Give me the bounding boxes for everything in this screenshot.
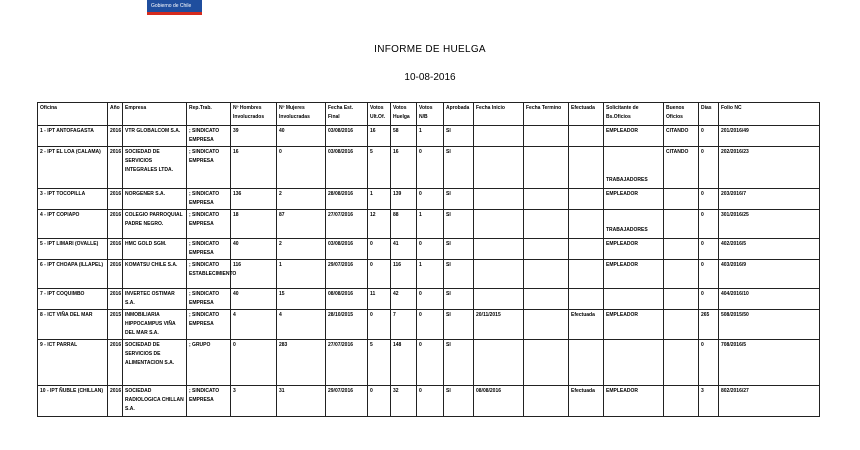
table-cell <box>474 239 524 260</box>
table-cell: ; SINDICATO EMPRESA <box>187 386 231 417</box>
table-cell <box>569 126 604 147</box>
table-cell: SI <box>444 189 474 210</box>
table-cell: EMPLEADOR <box>604 239 664 260</box>
table-cell: 2016 <box>108 126 123 147</box>
table-cell: ; SINDICATO EMPRESA <box>187 126 231 147</box>
table-cell: CITANDO <box>664 126 699 147</box>
table-cell: 7 <box>391 310 417 340</box>
table-cell: 5 - IPT LIMARI (OVALLE) <box>38 239 108 260</box>
table-cell: 08/08/2016 <box>326 289 368 310</box>
table-cell: 29/07/2016 <box>326 386 368 417</box>
table-cell: 16 <box>231 147 277 189</box>
table-row <box>38 340 820 386</box>
table-cell: 301/2016/25 <box>719 210 820 239</box>
column-header: Empresa <box>123 103 187 126</box>
table-cell: 2016 <box>108 147 123 189</box>
table-cell: CITANDO <box>664 147 699 189</box>
table-cell: EMPLEADOR <box>604 260 664 289</box>
table-cell: 116 <box>231 260 277 289</box>
table-cell: SI <box>444 147 474 189</box>
table-cell: SI <box>444 126 474 147</box>
table-cell <box>474 289 524 310</box>
table-cell <box>474 260 524 289</box>
column-header: Año <box>108 103 123 126</box>
table-cell: 42 <box>391 289 417 310</box>
table-cell: 40 <box>277 126 326 147</box>
table-cell: ; GRUPO <box>187 340 231 386</box>
table-cell <box>569 189 604 210</box>
table-cell: 2 <box>277 239 326 260</box>
table-cell: 0 <box>417 310 444 340</box>
table-cell <box>569 260 604 289</box>
table-cell <box>664 289 699 310</box>
table-cell: 29/07/2016 <box>326 260 368 289</box>
table-cell: 15 <box>277 289 326 310</box>
table-cell <box>604 289 664 310</box>
table-cell: 0 <box>699 147 719 189</box>
table-cell: 2016 <box>108 340 123 386</box>
table-cell <box>474 189 524 210</box>
table-cell: 2016 <box>108 386 123 417</box>
table-cell: 28/08/2016 <box>326 189 368 210</box>
table-cell: 4 <box>277 310 326 340</box>
table-cell: 87 <box>277 210 326 239</box>
table-cell: 28/10/2015 <box>326 310 368 340</box>
table-row <box>38 386 820 417</box>
table-row <box>38 260 820 289</box>
table-cell: 03/08/2016 <box>326 126 368 147</box>
table-cell: 16 <box>368 126 391 147</box>
table-cell: 0 <box>699 289 719 310</box>
table-row <box>38 126 820 147</box>
table-cell: 2 <box>277 189 326 210</box>
table-header-row <box>38 103 820 126</box>
table-cell <box>474 340 524 386</box>
table-cell: NORGENER S.A. <box>123 189 187 210</box>
table-cell <box>664 260 699 289</box>
table-cell: 16 <box>391 147 417 189</box>
table-cell: SI <box>444 340 474 386</box>
table-cell <box>664 210 699 239</box>
table-cell: 0 <box>699 340 719 386</box>
table-cell: 2016 <box>108 289 123 310</box>
table-cell: 136 <box>231 189 277 210</box>
table-cell: SOCIEDAD DE SERVICIOS INTEGRALES LTDA. <box>123 147 187 189</box>
table-cell <box>664 189 699 210</box>
strike-report-table <box>37 102 820 417</box>
table-cell <box>524 210 569 239</box>
table-cell: TRABAJADORES <box>604 147 664 189</box>
table-cell <box>474 147 524 189</box>
table-cell: 32 <box>391 386 417 417</box>
table-cell: 5 <box>368 147 391 189</box>
table-cell: 40 <box>231 239 277 260</box>
table-cell <box>524 340 569 386</box>
table-cell: EMPLEADOR <box>604 126 664 147</box>
table-cell: 0 <box>368 260 391 289</box>
table-cell: 9 - ICT PARRAL <box>38 340 108 386</box>
column-header: Aprobada <box>444 103 474 126</box>
table-cell: 7 - IPT COQUIMBO <box>38 289 108 310</box>
column-header: Efectuada <box>569 103 604 126</box>
column-header: Folio NC <box>719 103 820 126</box>
table-cell: 139 <box>391 189 417 210</box>
table-cell: ; SINDICATO EMPRESA <box>187 289 231 310</box>
table-cell: 3 <box>231 386 277 417</box>
table-cell: 0 <box>417 289 444 310</box>
table-cell: 39 <box>231 126 277 147</box>
table-cell: 18 <box>231 210 277 239</box>
table-cell: 1 <box>368 189 391 210</box>
table-cell: SI <box>444 310 474 340</box>
table-cell: ; SINDICATO ESTABLECIMIENTO <box>187 260 231 289</box>
table-cell <box>524 386 569 417</box>
table-cell: 201/2016/49 <box>719 126 820 147</box>
table-cell: 1 <box>417 260 444 289</box>
table-row <box>38 310 820 340</box>
table-cell: 6 - IPT CHOAPA (ILLAPEL) <box>38 260 108 289</box>
table-cell <box>569 147 604 189</box>
table-cell: 0 <box>699 126 719 147</box>
table-cell: 1 <box>277 260 326 289</box>
table-cell: 0 <box>699 210 719 239</box>
table-cell: SI <box>444 289 474 310</box>
table-cell: 0 <box>417 340 444 386</box>
table-cell: SOCIEDAD RADIOLOGICA CHILLAN S.A. <box>123 386 187 417</box>
table-cell: ; SINDICATO EMPRESA <box>187 239 231 260</box>
table-cell: 3 - IPT TOCOPILLA <box>38 189 108 210</box>
table-cell: 404/2016/10 <box>719 289 820 310</box>
table-cell: INVERTEC OSTIMAR S.A. <box>123 289 187 310</box>
table-cell: 203/2016/7 <box>719 189 820 210</box>
table-cell: VTR GLOBALCOM S.A. <box>123 126 187 147</box>
table-cell: EMPLEADOR <box>604 310 664 340</box>
table-cell: 2016 <box>108 189 123 210</box>
table-cell <box>524 147 569 189</box>
table-cell: Efectuada <box>569 386 604 417</box>
table-cell: 0 <box>699 239 719 260</box>
table-cell <box>604 340 664 386</box>
table-cell: 116 <box>391 260 417 289</box>
table-cell: 27/07/2016 <box>326 340 368 386</box>
gobierno-logo <box>147 0 202 15</box>
table-cell: 27/07/2016 <box>326 210 368 239</box>
table-row <box>38 147 820 189</box>
table-cell <box>524 239 569 260</box>
table-cell: 41 <box>391 239 417 260</box>
table-cell: 0 <box>699 260 719 289</box>
table-cell: 0 <box>368 310 391 340</box>
table-row <box>38 189 820 210</box>
table-cell <box>569 210 604 239</box>
table-cell: 0 <box>368 239 391 260</box>
table-cell: 8 - ICT VIÑA DEL MAR <box>38 310 108 340</box>
table-cell: COLEGIO PARROQUIAL PADRE NEGRO. <box>123 210 187 239</box>
table-cell: 2016 <box>108 260 123 289</box>
column-header: Días <box>699 103 719 126</box>
table-cell: 58 <box>391 126 417 147</box>
table-cell: 2016 <box>108 239 123 260</box>
table-cell: 265 <box>699 310 719 340</box>
column-header: Fecha Est. Final <box>326 103 368 126</box>
table-cell <box>664 310 699 340</box>
table-cell: 5 <box>368 340 391 386</box>
table-cell: 4 - IPT COPIAPO <box>38 210 108 239</box>
table-cell <box>569 239 604 260</box>
table-cell <box>524 310 569 340</box>
column-header: Nº Hombres Involucrados <box>231 103 277 126</box>
table-row <box>38 210 820 239</box>
table-cell: 88 <box>391 210 417 239</box>
table-cell: 508/2015/50 <box>719 310 820 340</box>
report-title: INFORME DE HUELGA <box>374 44 486 55</box>
table-row <box>38 289 820 310</box>
table-cell: Efectuada <box>569 310 604 340</box>
table-cell: TRABAJADORES <box>604 210 664 239</box>
table-cell: 20/11/2015 <box>474 310 524 340</box>
column-header: Rep.Trab. <box>187 103 231 126</box>
table-cell: 08/08/2016 <box>474 386 524 417</box>
table-cell: 802/2016/27 <box>719 386 820 417</box>
table-cell: 0 <box>277 147 326 189</box>
report-date: 10-08-2016 <box>404 72 456 83</box>
table-cell: SI <box>444 260 474 289</box>
table-cell: 0 <box>699 189 719 210</box>
table-cell <box>524 289 569 310</box>
table-cell: 0 <box>368 386 391 417</box>
table-cell: 03/08/2016 <box>326 239 368 260</box>
table-cell: 148 <box>391 340 417 386</box>
table-cell: ; SINDICATO EMPRESA <box>187 147 231 189</box>
table-cell: 1 <box>417 126 444 147</box>
table-cell: 1 <box>417 210 444 239</box>
table-cell: 4 <box>231 310 277 340</box>
table-cell: EMPLEADOR <box>604 189 664 210</box>
column-header: Solicitante de Bs.Oficios <box>604 103 664 126</box>
table-cell: 402/2016/5 <box>719 239 820 260</box>
table-cell: 31 <box>277 386 326 417</box>
table-row <box>38 239 820 260</box>
table-cell: 2015 <box>108 310 123 340</box>
table-cell <box>664 239 699 260</box>
table-cell <box>664 386 699 417</box>
table-cell: 0 <box>417 147 444 189</box>
table-cell: 708/2016/5 <box>719 340 820 386</box>
table-cell: 283 <box>277 340 326 386</box>
column-header: Nº Mujeres Involucradas <box>277 103 326 126</box>
table-cell: 12 <box>368 210 391 239</box>
table-cell: SI <box>444 386 474 417</box>
table-cell: 403/2016/9 <box>719 260 820 289</box>
table-cell <box>524 189 569 210</box>
table-cell: 0 <box>417 386 444 417</box>
column-header: Votos Huelga <box>391 103 417 126</box>
table-cell: INMOBILIARIA HIPPOCAMPUS VIÑA DEL MAR S.A. <box>123 310 187 340</box>
table-cell: SI <box>444 239 474 260</box>
table-cell: ; SINDICATO EMPRESA <box>187 310 231 340</box>
column-header: Buenos Oficios <box>664 103 699 126</box>
table-cell: EMPLEADOR <box>604 386 664 417</box>
table-cell: 03/08/2016 <box>326 147 368 189</box>
column-header: Votos Ult.Of. <box>368 103 391 126</box>
table-cell: 3 <box>699 386 719 417</box>
table-cell: ; SINDICATO EMPRESA <box>187 210 231 239</box>
column-header: Votos N/B <box>417 103 444 126</box>
table-cell: 11 <box>368 289 391 310</box>
table-cell: SI <box>444 210 474 239</box>
table-cell: 2 - IPT EL LOA (CALAMA) <box>38 147 108 189</box>
table-cell: 202/2016/23 <box>719 147 820 189</box>
table-cell: KOMATSU CHILE S.A. <box>123 260 187 289</box>
table-cell: 0 <box>417 239 444 260</box>
table-cell <box>474 126 524 147</box>
table-cell: 40 <box>231 289 277 310</box>
table-cell: 2016 <box>108 210 123 239</box>
column-header: Oficina <box>38 103 108 126</box>
table-cell: HMC GOLD SGM. <box>123 239 187 260</box>
table-cell: ; SINDICATO EMPRESA <box>187 189 231 210</box>
table-cell <box>664 340 699 386</box>
table-cell: 0 <box>231 340 277 386</box>
table-cell <box>474 210 524 239</box>
logo-text: Gobierno de Chile <box>151 3 192 9</box>
table-cell: SOCIEDAD DE SERVICIOS DE ALIMENTACION S.A. <box>123 340 187 386</box>
table-cell <box>569 340 604 386</box>
column-header: Fecha Inicio <box>474 103 524 126</box>
table-cell <box>524 126 569 147</box>
column-header: Fecha Termino <box>524 103 569 126</box>
table-cell: 1 - IPT ANTOFAGASTA <box>38 126 108 147</box>
table-cell <box>524 260 569 289</box>
table-cell <box>569 289 604 310</box>
table-cell: 0 <box>417 189 444 210</box>
table-cell: 10 - IPT ÑUBLE (CHILLAN) <box>38 386 108 417</box>
